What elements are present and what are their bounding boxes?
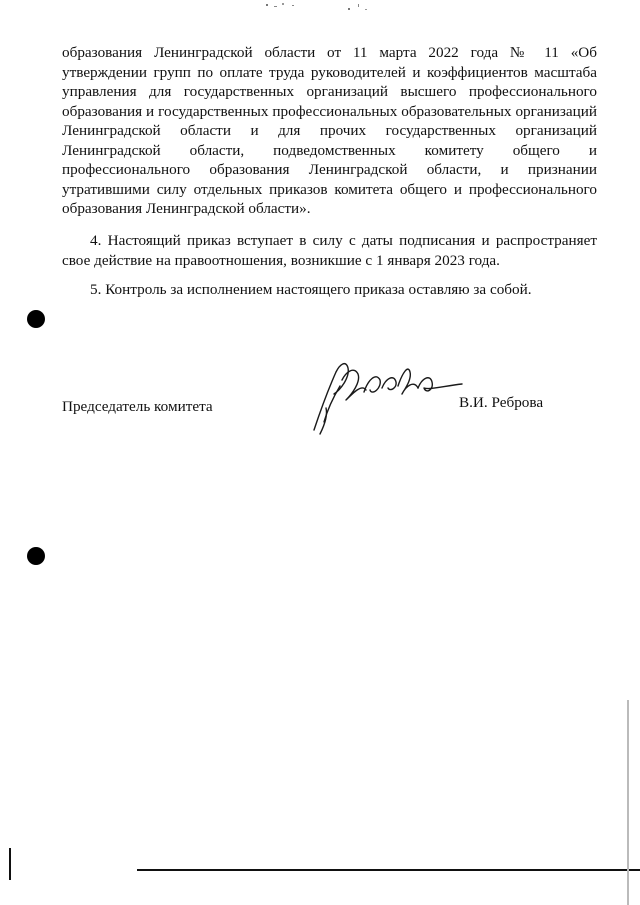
scan-edge-line	[137, 869, 640, 871]
paragraph-4: 4. Настоящий приказ вступает в силу с даты подписания и распространяет свое действие на правоотношения, возникшие с 1 января 2023 года.	[62, 232, 597, 269]
handwritten-signature	[306, 350, 466, 435]
paragraph-continued: образования Ленинградской области от 11 марта 2022 года № 11 «Об утверждении групп по оплате труда руководителей и коэффициентов масштаба управления для государственных организаций высшего профессионального образования и государственных профессиональных образовательных организаций Ленинградской области и для прочих государственных организаций Ленинградской области, подведомственных комитету общего и профессионального образования Ленинградской области, и признании утратившими силу отдельных приказов комитета общего и профессионального образования Ленинградской области».	[62, 44, 597, 217]
punch-hole	[27, 310, 45, 328]
punch-hole	[27, 547, 45, 565]
scan-edge-mark	[9, 848, 11, 880]
scan-edge-mark	[627, 700, 629, 905]
signatory-title: Председатель комитета	[62, 398, 213, 415]
paragraph-5: 5. Контроль за исполнением настоящего приказа оставляю за собой.	[90, 281, 532, 298]
signatory-name: В.И. Реброва	[459, 394, 544, 411]
scan-specks	[262, 0, 382, 16]
